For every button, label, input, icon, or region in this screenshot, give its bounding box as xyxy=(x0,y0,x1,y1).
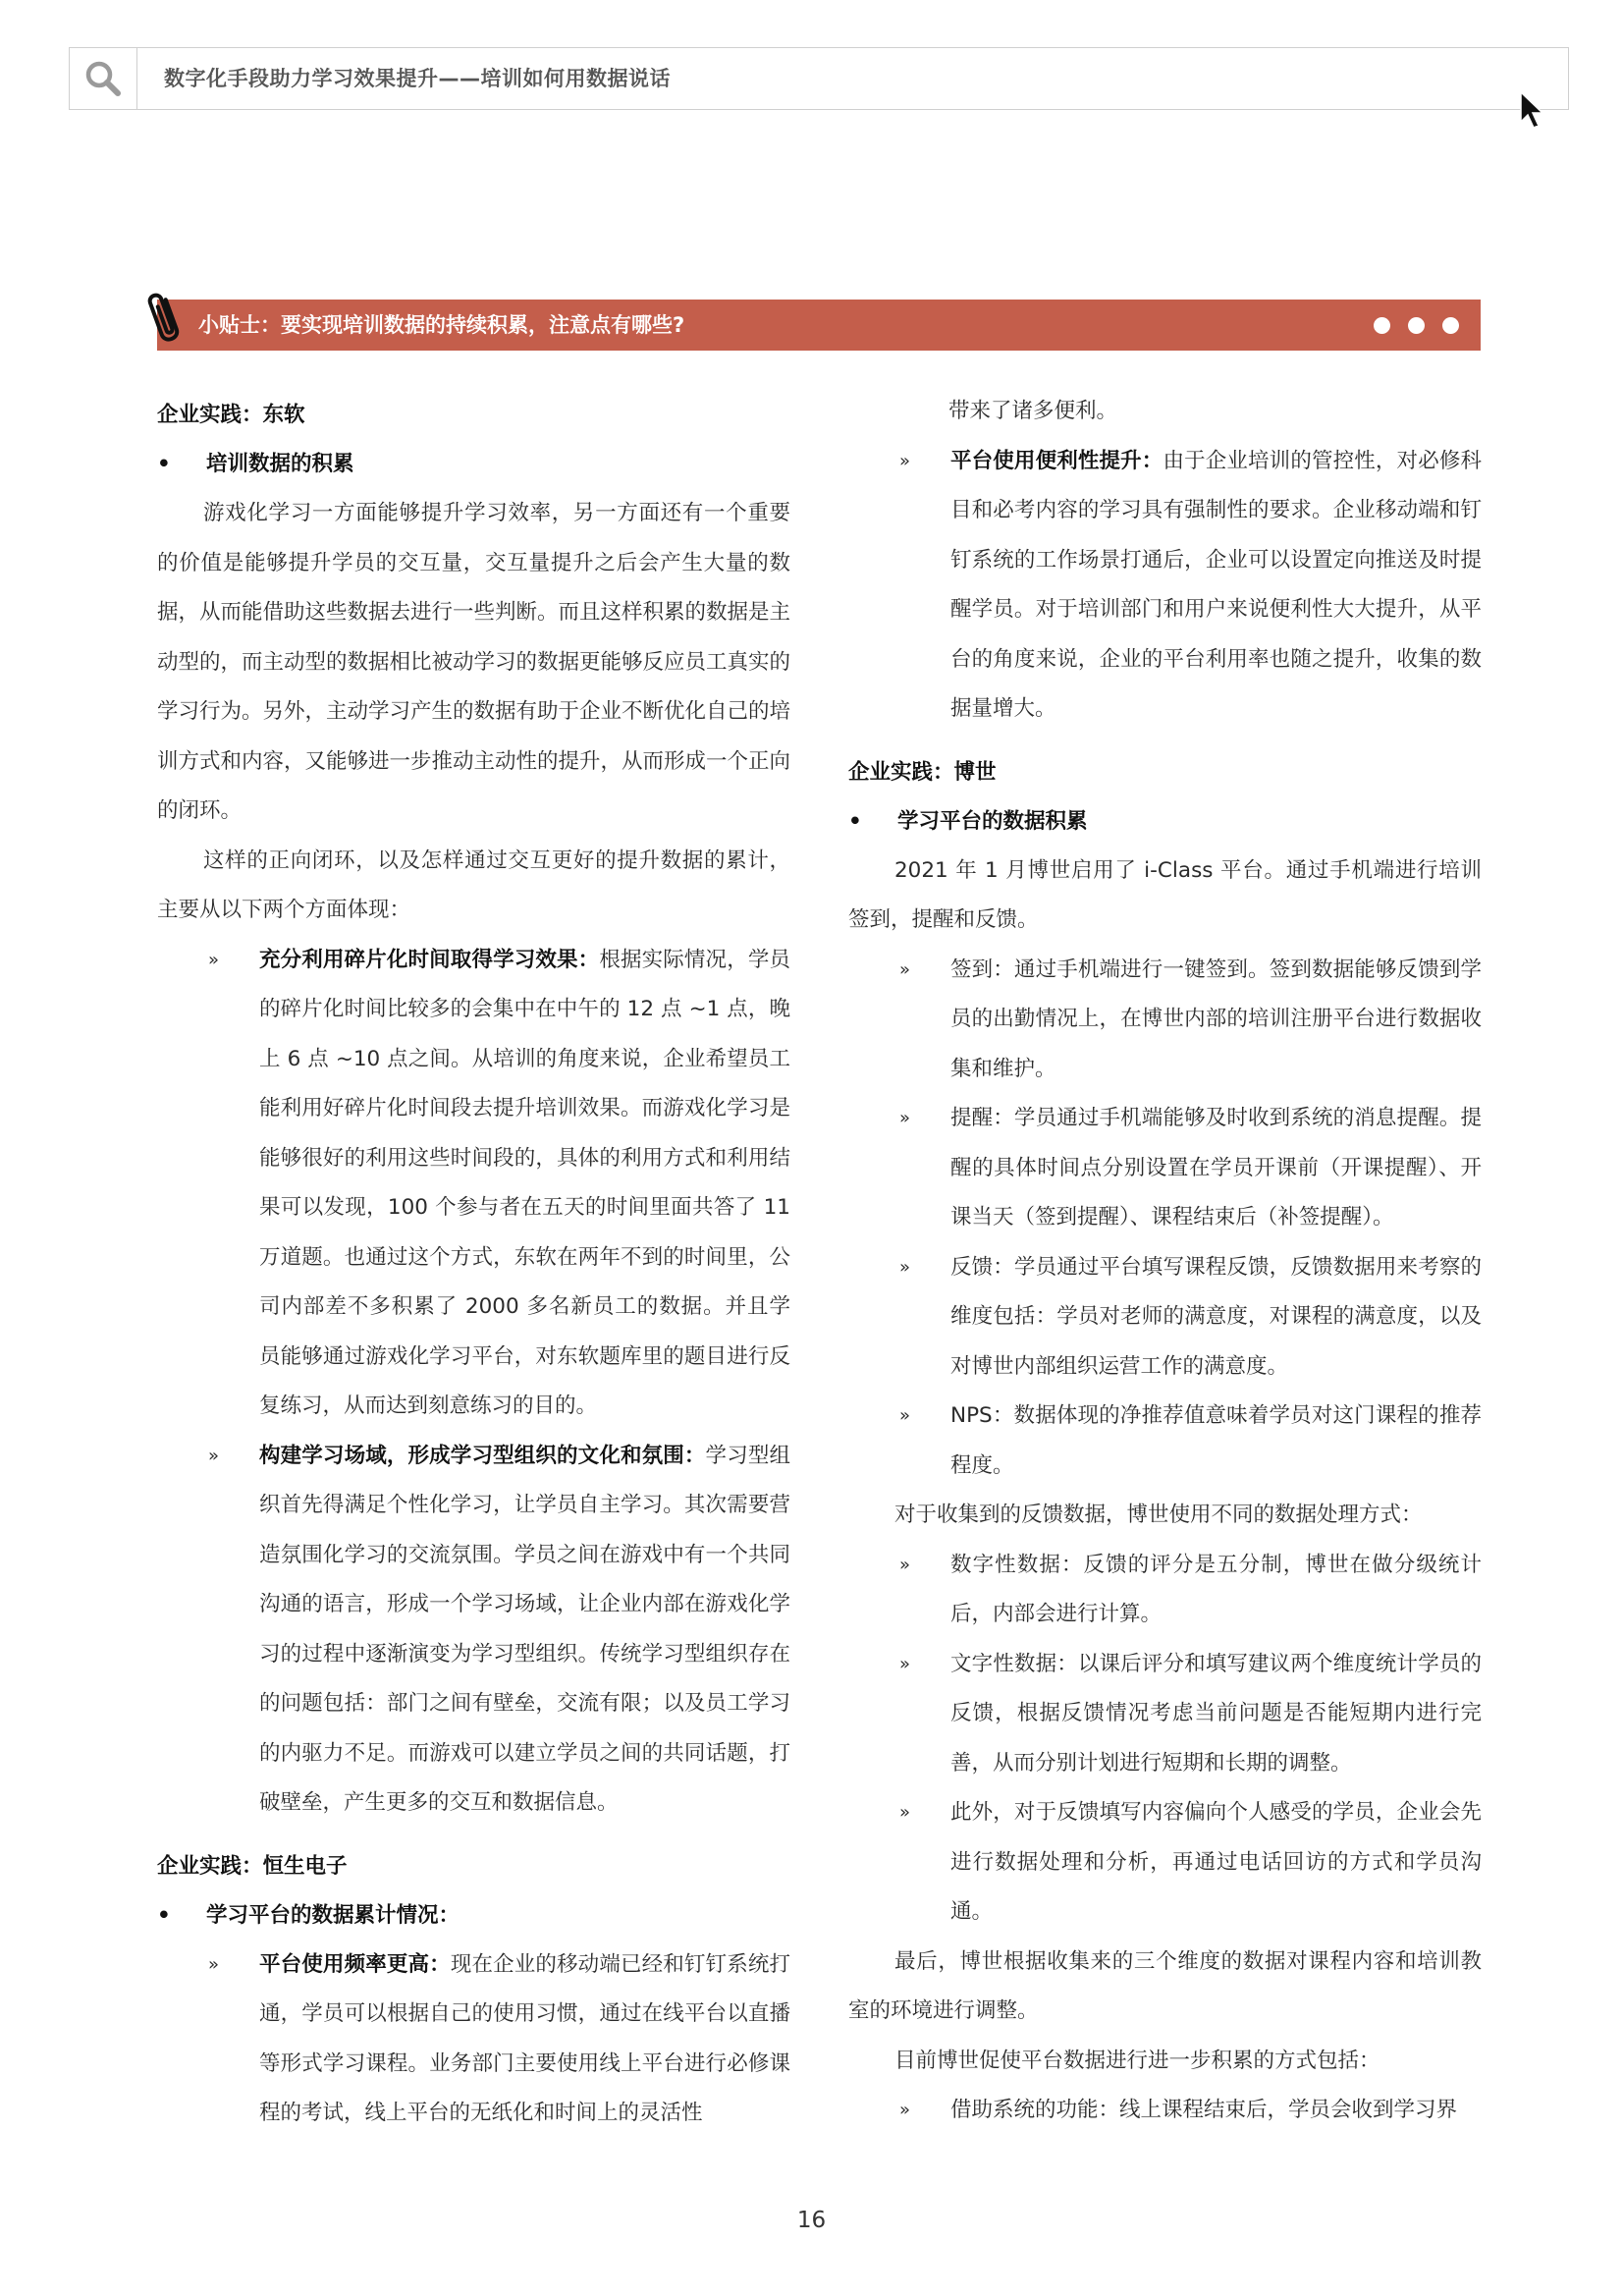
section-heading: 企业实践：东软 xyxy=(157,403,305,427)
list-mark: » xyxy=(208,1445,220,1466)
list-item xyxy=(848,946,1482,1095)
header-title: 数字化手段助力学习效果提升——培训如何用数据说话 xyxy=(164,67,671,90)
mouse-cursor-icon xyxy=(1519,90,1544,132)
list-mark: » xyxy=(899,1405,911,1426)
item-text: 此外，对于反馈填写内容偏向个人感受的学员，企业会先进行数据处理和分析，再通过电话回访的方式和学员沟通。 xyxy=(950,1800,1482,1924)
bullet-text: 培训数据的积累 xyxy=(206,452,354,476)
item-label: 充分利用碎片化时间取得学习效果： xyxy=(259,947,600,972)
bullet-item xyxy=(848,797,1482,847)
item-text: 数字性数据：反馈的评分是五分制，博世在做分级统计后，内部会进行计算。 xyxy=(950,1552,1482,1626)
item-text: 反馈：学员通过平台填写课程反馈，反馈数据用来考察的维度包括：学员对老师的满意度，对课程的满意度，以及对博世内部组织运营工作的满意度。 xyxy=(950,1254,1482,1379)
list-item xyxy=(848,2086,1482,2136)
list-mark: » xyxy=(899,958,911,980)
item-text: 签到：通过手机端进行一键签到。签到数据能够反馈到学员的出勤情况上，在博世内部的培训注册平台进行数据收集和维护。 xyxy=(950,957,1482,1081)
bullet-mark: • xyxy=(157,1902,171,1928)
item-text: 提醒：学员通过手机端能够及时收到系统的消息提醒。提醒的具体时间点分别设置在学员开课前（开课提醒）、开课当天（签到提醒）、课程结束后（补签提醒）。 xyxy=(950,1106,1482,1230)
item-text: 学习型组织首先得满足个性化学习，让学员自主学习。其次需要营造氛围化学习的交流氛围。学员之间在游戏中有一个共同沟通的语言，形成一个学习场域，让企业内部在游戏化学习的过程中逐渐演变为学习型组织。传统学习型组织存在的问题包括：部门之间有壁垒，交流有限；以及员工学习的内驱力不足。而游戏可以建立学员之间的共同话题，打破壁垒，产生更多的交互和数据信息。 xyxy=(259,1443,790,1815)
list-mark: » xyxy=(208,949,220,970)
list-mark: » xyxy=(899,450,911,471)
section-heading: 企业实践：恒生电子 xyxy=(157,1853,348,1879)
list-item xyxy=(848,437,1482,735)
list-item xyxy=(157,936,790,1432)
item-text: 根据实际情况，学员的碎片化时间比较多的会集中在中午的 12 点 ~1 点，晚上 6 点 ~10 点之间。从培训的角度来说，企业希望员工能利用好碎片化时间段去提升培训效果。而游戏化学习是能够很好的利用这些时间段的，具体的利用方式和利用结果可以发现，100 个参与者在五天的时间里面共答了 11 万道题。也通过这个方式，东软在两年不到的时间里，公司内部差不多积累了 2000 多名新员工的数据。并且学员能够通过游戏化学习平台，对东软题库里的题目进行反复练习，从而达到刻意练习的目的。 xyxy=(259,947,790,1418)
right-column xyxy=(848,387,1482,2136)
list-item xyxy=(157,1432,790,1829)
list-mark: » xyxy=(899,1554,911,1575)
paragraph: 最后，博世根据收集来的三个维度的数据对课程内容和培训教室的环境进行调整。 xyxy=(848,1948,1482,2023)
item-text: 现在企业的移动端已经和钉钉系统打通，学员可以根据自己的使用习惯，通过在线平台以直播等形式学习课程。业务部门主要使用线上平台进行必修课程的考试，线上平台的无纸化和时间上的灵活性 xyxy=(259,1951,790,2125)
bullet-text: 学习平台的数据累计情况： xyxy=(206,1902,460,1928)
list-mark: » xyxy=(899,1802,911,1823)
list-item xyxy=(848,1094,1482,1243)
list-mark: » xyxy=(899,1108,911,1128)
item-text: 由于企业培训的管控性，对必修科目和必考内容的学习具有强制性的要求。企业移动端和钉钉系统的工作场景打通后，企业可以设置定向推送及时提醒学员。对于培训部门和用户来说便利性大大提升，从平台的角度来说，企业的平台利用率也随之提升，收集的数据量增大。 xyxy=(950,448,1482,721)
section-heading: 企业实践：博世 xyxy=(848,759,997,785)
dot-icon xyxy=(1374,317,1390,334)
list-item xyxy=(848,1640,1482,1789)
list-mark: » xyxy=(899,1256,911,1278)
tip-title: 小贴士：要实现培训数据的持续积累，注意点有哪些? xyxy=(198,313,685,337)
item-text: 文字性数据：以课后评分和填写建议两个维度统计学员的反馈，根据反馈情况考虑当前问题是否能短期内进行完善，从而分别计划进行短期和长期的调整。 xyxy=(950,1651,1482,1776)
dot-icon xyxy=(1442,317,1459,334)
page-number: 16 xyxy=(796,2208,827,2233)
item-text: NPS：数据体现的净推荐值意味着学员对这门课程的推荐程度。 xyxy=(950,1403,1482,1478)
bullet-mark: • xyxy=(848,808,862,834)
list-item xyxy=(848,1392,1482,1491)
paragraph: 2021 年 1 月博世启用了 i-Class 平台。通过手机端进行培训签到，提醒和反馈。 xyxy=(848,857,1482,932)
list-item xyxy=(157,1941,790,2139)
item-text: 借助系统的功能：线上课程结束后，学员会收到学习界 xyxy=(950,2098,1458,2122)
list-mark: » xyxy=(899,1653,911,1674)
header-bar xyxy=(69,47,1569,110)
left-column xyxy=(157,391,790,2139)
bullet-item xyxy=(157,1891,790,1941)
list-mark: » xyxy=(899,2100,911,2120)
paragraph: 对于收集到的反馈数据，博世使用不同的数据处理方式： xyxy=(894,1503,1423,1527)
bullet-text: 学习平台的数据积累 xyxy=(897,808,1088,834)
paperclip-icon xyxy=(143,289,190,352)
paragraph: 这样的正向闭环，以及怎样通过交互更好的提升数据的累计，主要从以下两个方面体现： xyxy=(157,847,790,922)
list-item xyxy=(848,1788,1482,1938)
tip-banner xyxy=(157,300,1481,351)
banner-dots xyxy=(1374,300,1459,351)
item-label: 平台使用频率更高： xyxy=(259,1951,451,1977)
list-item xyxy=(848,1541,1482,1640)
list-mark: » xyxy=(208,1953,220,1975)
item-label: 平台使用便利性提升： xyxy=(950,448,1163,473)
bullet-mark: • xyxy=(157,452,171,476)
paragraph: 游戏化学习一方面能够提升学习效率，另一方面还有一个重要的价值是能够提升学员的交互量，交互量提升之后会产生大量的数据，从而能借助这些数据去进行一些判断。而且这样积累的数据是主动型的，而主动型的数据相比被动学习的数据更能够反应员工真实的学习行为。另外，主动学习产生的数据有助于企业不断优化自己的培训方式和内容，又能够进一步推动主动性的提升，从而形成一个正向的闭环。 xyxy=(157,501,791,823)
dot-icon xyxy=(1408,317,1425,334)
paragraph: 目前博世促使平台数据进行进一步积累的方式包括： xyxy=(894,2048,1380,2073)
item-label: 构建学习场域，形成学习型组织的文化和氛围： xyxy=(259,1443,706,1468)
bullet-item xyxy=(157,440,790,489)
search-icon xyxy=(83,59,123,98)
list-item xyxy=(848,1243,1482,1393)
search-button[interactable] xyxy=(70,48,137,109)
continued-text: 带来了诸多便利。 xyxy=(948,399,1118,423)
